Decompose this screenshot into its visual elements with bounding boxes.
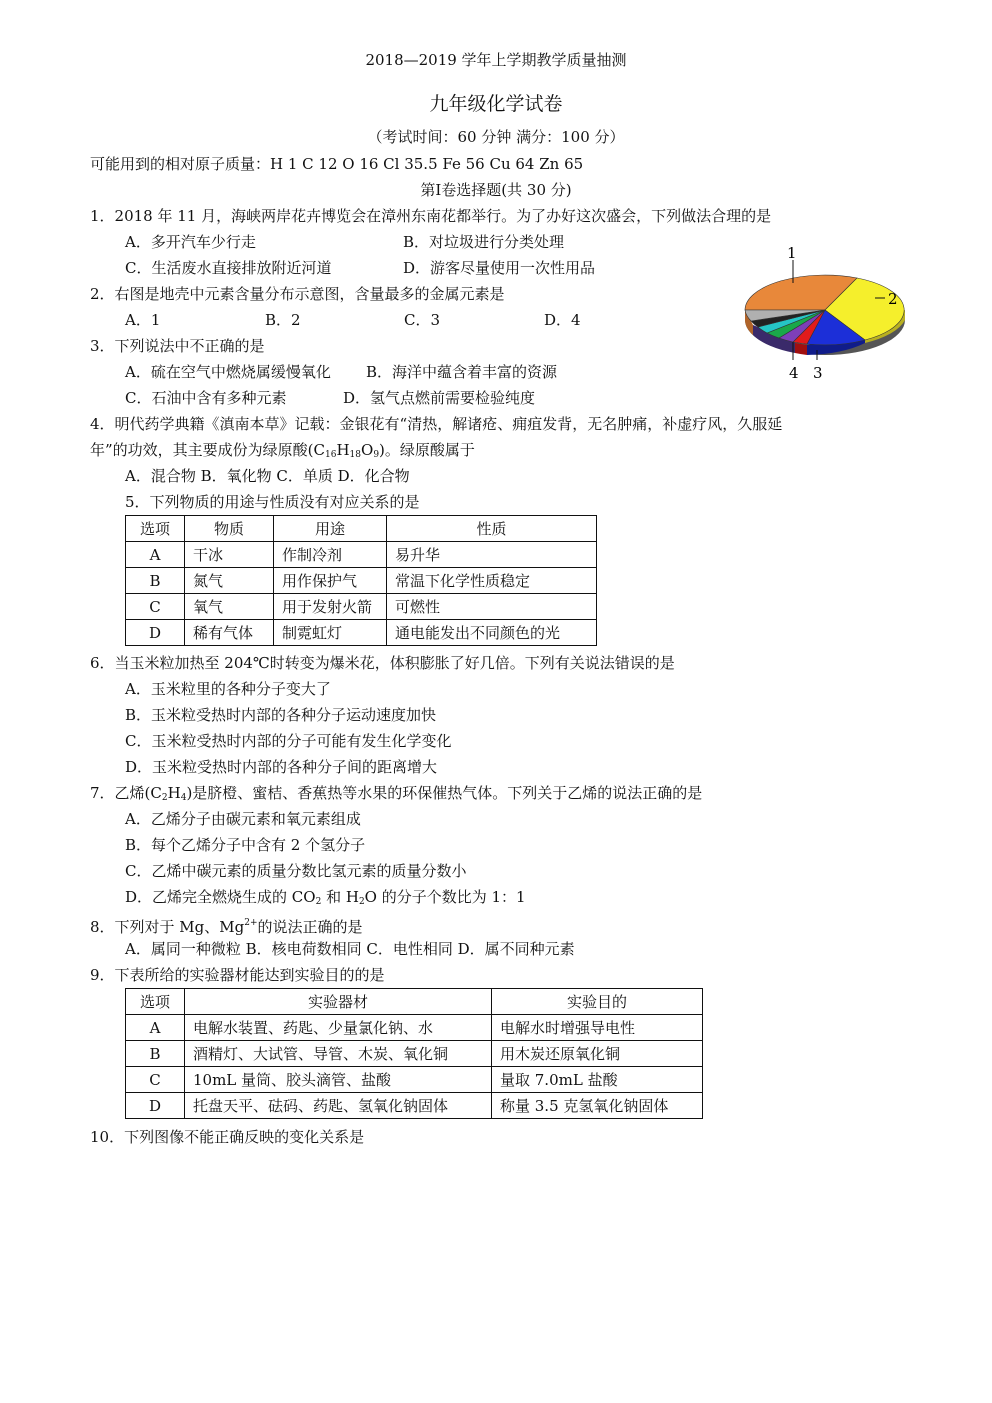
table-cell: 电解水时增强导电性 [492,1015,703,1041]
q2-option-b: B．2 [265,311,301,329]
q2-option-c: C．3 [404,311,441,329]
table-row [126,1093,703,1119]
table-cell: D [126,1093,185,1119]
pie-label-1: 1 [787,244,797,262]
q1-option-d: D．游客尽量使用一次性用品 [403,259,596,277]
q5-stem: 5．下列物质的用途与性质没有对应关系的是 [125,493,420,511]
table-header-cell: 实验目的 [492,989,703,1015]
table-cell: 称量 3.5 克氢氧化钠固体 [492,1093,703,1119]
table-row [126,1067,703,1093]
pie-label-4: 4 [789,364,799,382]
table-cell: 氧气 [185,594,274,620]
table-cell: 稀有气体 [185,620,274,646]
q9-stem: 9．下表所给的实验器材能达到实验目的的是 [90,966,385,984]
table-cell: B [126,1041,185,1067]
q3-option-d: D．氢气点燃前需要检验纯度 [343,389,536,407]
q1-option-b: B．对垃圾进行分类处理 [403,233,565,251]
table-cell: D [126,620,185,646]
table-row [126,1041,703,1067]
table-row [126,542,597,568]
table-header-row [126,516,597,542]
table-cell: 用作保护气 [274,568,387,594]
q7-stem: 7．乙烯$(C_2H_4)$是脐橙、蜜桔、香蕉热等水果的环保催热气体。下列关于乙烯的说法正确的是 [90,784,703,803]
table-cell: 量取 7.0mL 盐酸 [492,1067,703,1093]
table-cell: C [126,594,185,620]
pie-side-red [795,343,807,355]
q10-stem: 10．下列图像不能正确反映的变化关系是 [90,1128,365,1146]
q7-option-a: A．乙烯分子由碳元素和氧元素组成 [125,810,361,828]
q6-option-a: A．玉米粒里的各种分子变大了 [125,680,331,698]
table-header-cell: 选项 [126,516,185,542]
q4-stem-line2: 年”的功效，其主要成份为绿原酸$(C_{16}H_{18}O_9)$。绿原酸属于 [90,441,475,460]
table-row [126,1015,703,1041]
table-row [126,594,597,620]
table-header-row [126,989,703,1015]
atomic-masses: 可能用到的相对原子质量：H 1 C 12 O 16 Cl 35.5 Fe 56 Cu 64 Zn 65 [90,155,584,173]
table-cell: C [126,1067,185,1093]
pie-label-2: 2 [888,290,898,308]
q7-option-c: C．乙烯中碳元素的质量分数比氢元素的质量分数小 [125,862,467,880]
section-heading: 第Ⅰ卷选择题(共 30 分) [420,181,572,199]
q4-options: A．混合物 B．氧化物 C．单质 D．化合物 [125,467,410,485]
q6-stem: 6．当玉米粒加热至 204℃时转变为爆米花，体积膨胀了好几倍。下列有关说法错误的是 [90,654,675,672]
q8-options: A．属同一种微粒 B．核电荷数相同 C．电性相同 D．属不同种元素 [125,940,575,958]
q1-option-a: A．多开汽车少行走 [125,233,256,251]
table-cell: 用于发射火箭 [274,594,387,620]
q2-option-a: A．1 [125,311,161,329]
q4-stem-line1: 4．明代药学典籍《滇南本草》记载：金银花有“清热，解诸疮、痈疽发背，无名肿痛，补虚疗风，久服延 [90,415,783,433]
table-cell: 作制冷剂 [274,542,387,568]
table-cell: 制霓虹灯 [274,620,387,646]
table-cell: 干冰 [185,542,274,568]
table-cell: 常温下化学性质稳定 [387,568,597,594]
crust-element-pie-chart [735,238,910,383]
table-cell: 易升华 [387,542,597,568]
q6-option-c: C．玉米粒受热时内部的分子可能有发生化学变化 [125,732,452,750]
q1-option-c: C．生活废水直接排放附近河道 [125,259,332,277]
table-row [126,620,597,646]
q3-option-a: A．硫在空气中燃烧属缓慢氧化 [125,363,331,381]
table-cell: A [126,542,185,568]
q9-table [125,988,703,1119]
table-cell: 可燃性 [387,594,597,620]
q3-stem: 3．下列说法中不正确的是 [90,337,265,355]
q6-option-b: B．玉米粒受热时内部的各种分子运动速度加快 [125,706,437,724]
table-header-cell: 性质 [387,516,597,542]
page-title: 九年级化学试卷 [429,93,563,115]
table-cell: 电解水装置、药匙、少量氯化钠、水 [185,1015,492,1041]
table-row [126,568,597,594]
q7-option-d: D．乙烯完全燃烧生成的 $CO_2$ 和 $H_2O$ 的分子个数比为 1：1 [125,888,526,907]
q5-table [125,515,597,646]
table-header-cell: 用途 [274,516,387,542]
table-cell: 酒精灯、大试管、导管、木炭、氧化铜 [185,1041,492,1067]
table-header-cell: 选项 [126,989,185,1015]
q2-stem: 2．右图是地壳中元素含量分布示意图，含量最多的金属元素是 [90,285,505,303]
table-cell: A [126,1015,185,1041]
table-cell: 10mL 量筒、胶头滴管、盐酸 [185,1067,492,1093]
table-cell: 通电能发出不同颜色的光 [387,620,597,646]
table-cell: 用木炭还原氧化铜 [492,1041,703,1067]
q3-option-b: B．海洋中蕴含着丰富的资源 [366,363,558,381]
pie-label-3: 3 [813,364,823,382]
q6-option-d: D．玉米粒受热时内部的各种分子间的距离增大 [125,758,438,776]
table-header-cell: 实验器材 [185,989,492,1015]
exam-info: （考试时间：60 分钟 满分：100 分） [367,128,625,146]
q1-stem: 1．2018 年 11 月，海峡两岸花卉博览会在漳州东南花都举行。为了办好这次盛会，下列做法合理的是 [90,207,772,225]
q7-option-b: B．每个乙烯分子中含有 2 个氢分子 [125,836,366,854]
exam-subtitle: 2018—2019 学年上学期教学质量抽测 [365,51,627,69]
q2-option-d: D．4 [544,311,581,329]
q8-stem: 8．下列对于 Mg、$Mg^{2+}$的说法正确的是 [90,918,363,936]
q3-option-c: C．石油中含有多种元素 [125,389,287,407]
table-cell: B [126,568,185,594]
table-cell: 氮气 [185,568,274,594]
table-cell: 托盘天平、砝码、药匙、氢氧化钠固体 [185,1093,492,1119]
table-header-cell: 物质 [185,516,274,542]
